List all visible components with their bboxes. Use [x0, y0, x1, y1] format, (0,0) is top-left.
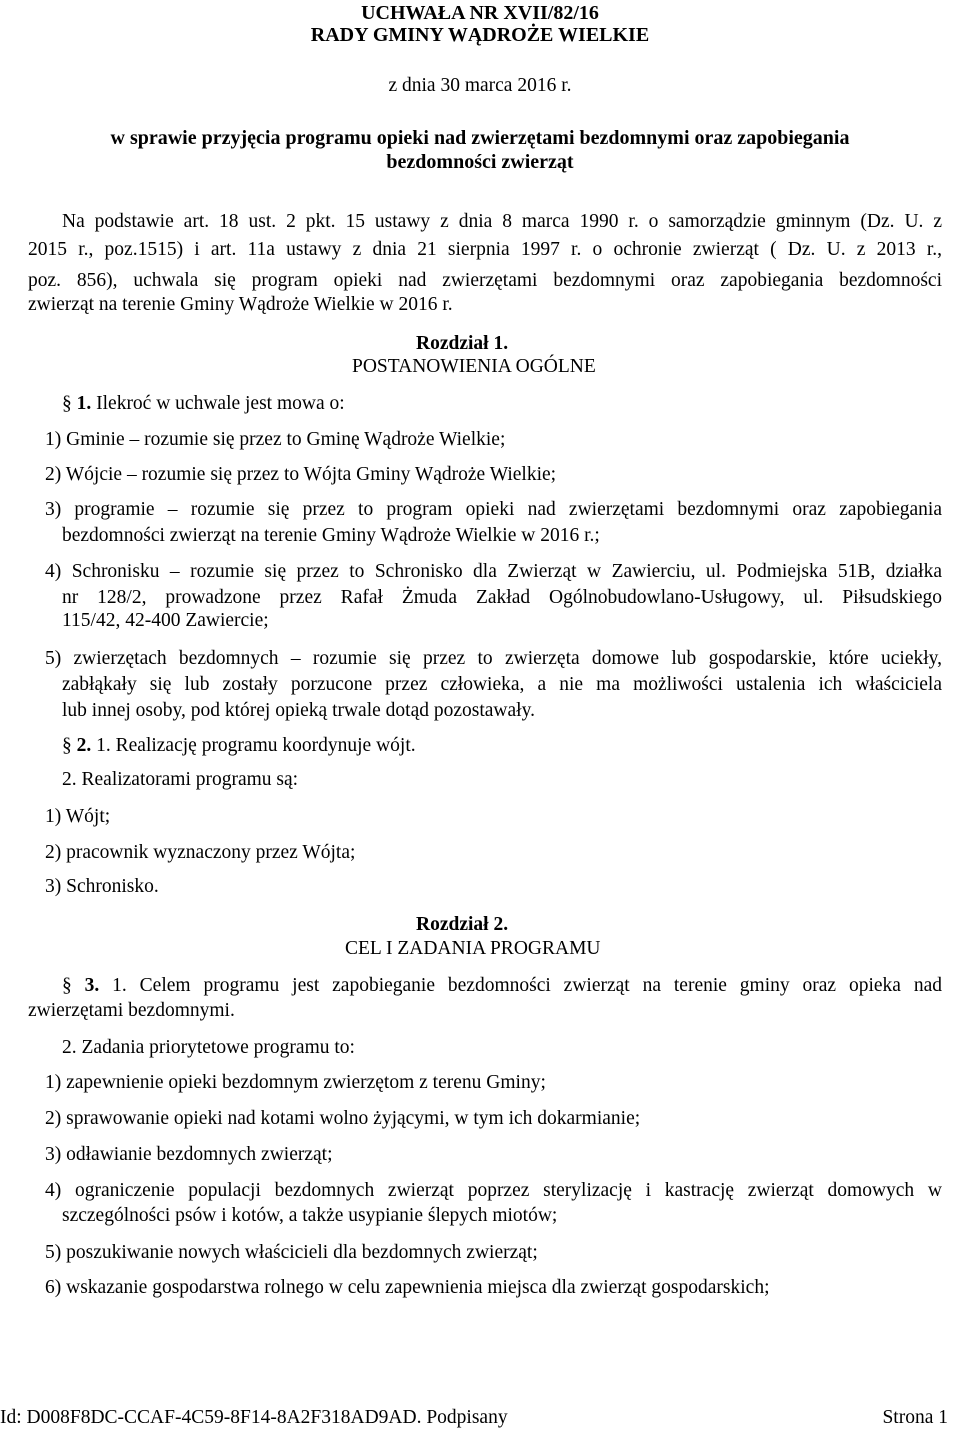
chapter1-heading: Rozdział 1.	[416, 333, 509, 354]
resolution-title-line2: RADY GMINY WĄDROŻE WIELKIE	[310, 24, 650, 46]
task-4-line2: szczególności psów i kotów, a także usypianie ślepych miotów;	[62, 1205, 558, 1226]
definition-3-line2: bezdomności zwierząt na terenie Gminy Wądroże Wielkie w 2016 r.;	[62, 525, 600, 546]
resolution-title-line1: UCHWAŁA NR XVII/82/16	[361, 2, 599, 24]
definition-4-line3: 115/42, 42-400 Zawiercie;	[62, 610, 269, 631]
resolution-subject-line1: w sprawie przyjęcia programu opieki nad zwierzętami bezdomnymi oraz zapobiegania	[110, 127, 850, 149]
paragraph-3-number: 3.	[84, 975, 100, 996]
paragraph-mark: §	[62, 735, 72, 756]
paragraph-2-item1: 1. Realizację programu koordynuje wójt.	[96, 735, 416, 756]
definition-5-line1: 5) zwierzętach bezdomnych – rozumie się przez to zwierzęta domowe lub gospodarskie, które uciekły,	[45, 648, 942, 669]
definition-5-line3: lub innej osoby, pod której opieką trwale dotąd pozostawały.	[62, 700, 535, 721]
paragraph-2-item2: 2. Realizatorami programu są:	[62, 769, 299, 790]
paragraph-mark: §	[62, 393, 72, 414]
task-6: 6) wskazanie gospodarstwa rolnego w celu zapewnienia miejsca dla zwierząt gospodarskich;	[45, 1277, 770, 1298]
task-5: 5) poszukiwanie nowych właścicieli dla bezdomnych zwierząt;	[45, 1242, 538, 1263]
paragraph-3-text: 1. Celem programu jest zapobieganie bezdomności zwierząt na terenie gminy oraz opieka nad	[112, 975, 942, 996]
implementer-2: 2) pracownik wyznaczony przez Wójta;	[45, 842, 356, 863]
definition-2: 2) Wójcie – rozumie się przez to Wójta Gminy Wądroże Wielkie;	[45, 464, 557, 485]
preamble-line3: poz. 856), uchwala się program opieki nad zwierzętami bezdomnymi oraz zapobiegania bezdomności	[28, 270, 942, 291]
paragraph-2-number: 2.	[76, 735, 92, 756]
implementer-3: 3) Schronisko.	[45, 876, 159, 897]
tasks-intro: 2. Zadania priorytetowe programu to:	[62, 1037, 355, 1058]
task-3: 3) odławianie bezdomnych zwierząt;	[45, 1144, 333, 1165]
resolution-subject-line2: bezdomności zwierząt	[386, 151, 574, 173]
chapter1-title: POSTANOWIENIA OGÓLNE	[352, 356, 596, 377]
resolution-date: z dnia 30 marca 2016 r.	[388, 75, 572, 96]
implementer-1: 1) Wójt;	[45, 806, 111, 827]
preamble-line4: zwierząt na terenie Gminy Wądroże Wielkie w 2016 r.	[28, 294, 453, 315]
definition-3-line1: 3) programie – rozumie się przez to program opieki nad zwierzętami bezdomnymi oraz zapobiegania	[45, 499, 942, 520]
paragraph-1-number: 1.	[76, 393, 92, 414]
preamble-line1: Na podstawie art. 18 ust. 2 pkt. 15 ustawy z dnia 8 marca 1990 r. o samorządzie gminnym (Dz. U. z	[62, 211, 942, 232]
document-id-footer: Id: D008F8DC-CCAF-4C59-8F14-8A2F318AD9AD. Podpisany	[0, 1407, 508, 1428]
definition-4-line1: 4) Schronisku – rozumie się przez to Schronisko dla Zwierząt w Zawierciu, ul. Podmiejska 51B, działka	[45, 561, 942, 582]
chapter2-title: CEL I ZADANIA PROGRAMU	[345, 938, 601, 959]
paragraph-1-text: Ilekroć w uchwale jest mowa o:	[96, 393, 345, 414]
task-1: 1) zapewnienie opieki bezdomnym zwierzętom z terenu Gminy;	[45, 1072, 546, 1093]
paragraph-1	[62, 391, 345, 417]
paragraph-3-line1	[62, 973, 942, 999]
preamble-line2: 2015 r., poz.1515) i art. 11a ustawy z dnia 21 sierpnia 1997 r. o ochronie zwierząt ( Dz. U. z 2013 r.,	[28, 239, 942, 260]
definition-5-line2: zabłąkały się lub zostały porzucone przez człowieka, a nie ma możliwości ustalenia ich właściciela	[62, 674, 942, 695]
paragraph-mark: §	[62, 975, 72, 996]
paragraph-3-line2: zwierzętami bezdomnymi.	[28, 1000, 235, 1021]
task-4-line1: 4) ograniczenie populacji bezdomnych zwierząt poprzez sterylizację i kastrację zwierząt domowych w	[45, 1180, 942, 1201]
task-2: 2) sprawowanie opieki nad kotami wolno żyjącymi, w tym ich dokarmianie;	[45, 1108, 641, 1129]
page-number: Strona 1	[882, 1407, 948, 1428]
chapter2-heading: Rozdział 2.	[416, 914, 509, 935]
definition-4-line2: nr 128/2, prowadzone przez Rafał Żmuda Zakład Ogólnobudowlano-Usługowy, ul. Piłsudskiego	[62, 587, 942, 608]
definition-1: 1) Gminie – rozumie się przez to Gminę Wądroże Wielkie;	[45, 429, 506, 450]
paragraph-2	[62, 733, 416, 759]
